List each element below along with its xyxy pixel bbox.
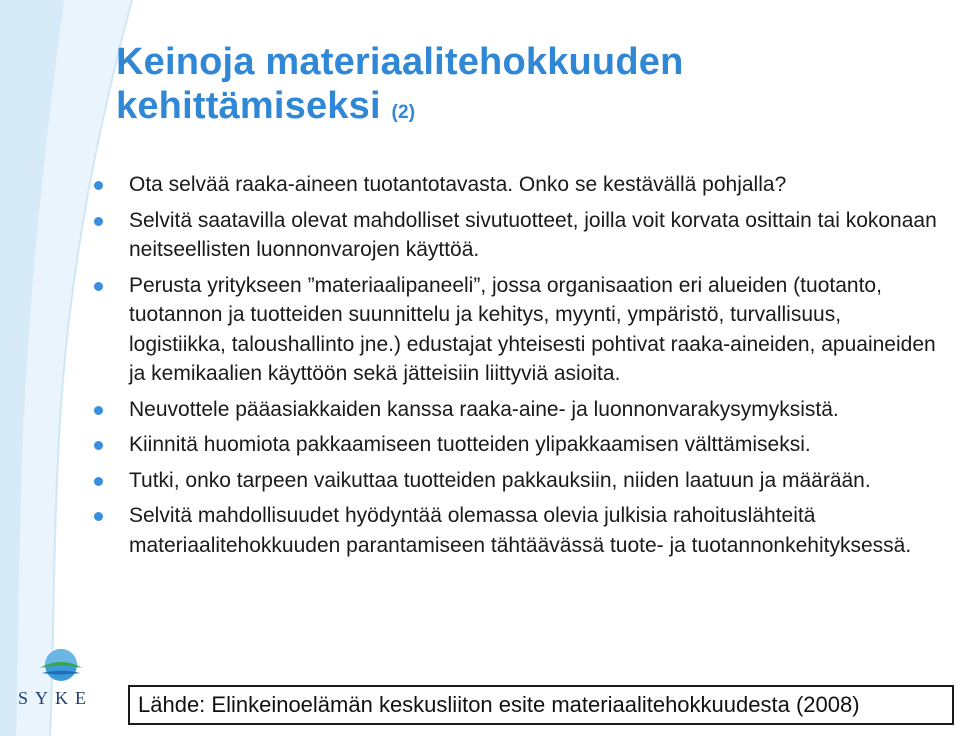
bullet-item: Selvitä saatavilla olevat mahdolliset sivutuotteet, joilla voit korvata osittain tai kokonaan neitseellisten luonnonvarojen käyttöä.: [92, 206, 942, 265]
bullet-list: [92, 170, 942, 566]
syke-logo: [16, 646, 102, 716]
title-main: Keinoja materiaalitehokkuuden kehittämiseksi: [116, 41, 684, 127]
bullet-item: Ota selvää raaka-aineen tuotantotavasta. Onko se kestävällä pohjalla?: [92, 170, 942, 200]
bullet-item: Neuvottele pääasiakkaiden kanssa raaka-aine- ja luonnonvarakysymyksistä.: [92, 395, 942, 425]
bullet-item: Tutki, onko tarpeen vaikuttaa tuotteiden pakkauksiin, niiden laatuun ja määrään.: [92, 466, 942, 496]
source-citation: Lähde: Elinkeinoelämän keskusliiton esite materiaalitehokkuudesta (2008): [128, 685, 954, 725]
bullet-item: Kiinnitä huomiota pakkaamiseen tuotteiden ylipakkaamisen välttämiseksi.: [92, 430, 942, 460]
bullet-item: Perusta yritykseen ”materiaalipaneeli”, jossa organisaation eri alueiden (tuotanto, tuotannon ja tuotteiden suunnittelu ja kehitys, myynti, ympäristö, turvallisuus, logistiikka, taloushallinto jne.) edustajat yhteisesti pohtivat raaka-aineiden, apuaineiden ja kemikaalien käyttöön sekä jätteisiin liittyviä asioita.: [92, 271, 942, 389]
syke-logo-icon: [36, 646, 86, 686]
bullet-item: Selvitä mahdollisuudet hyödyntää olemassa olevia julkisia rahoituslähteitä materiaalitehokkuuden parantamiseen tähtäävässä tuote- ja tuotannonkehityksessä.: [92, 501, 942, 560]
slide-title: [116, 40, 936, 135]
title-suffix: (2): [391, 102, 416, 123]
logo-text: SYKE: [18, 688, 94, 708]
